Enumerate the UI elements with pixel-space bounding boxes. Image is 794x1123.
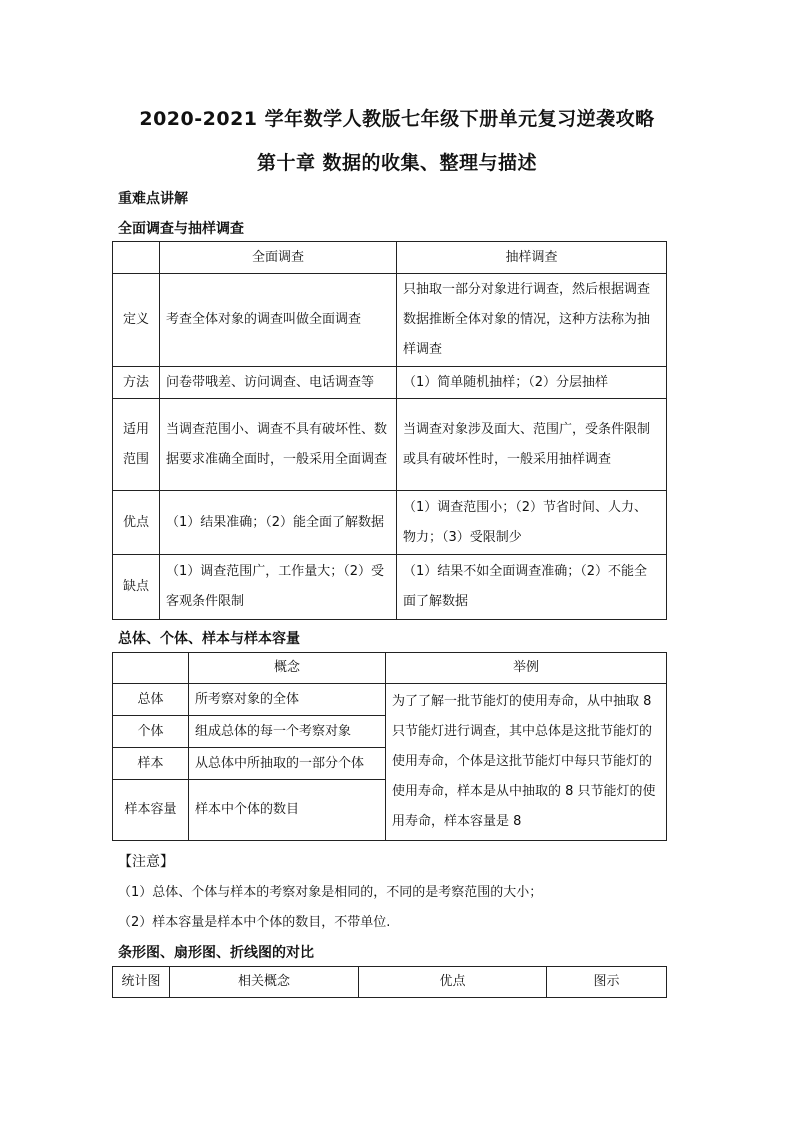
table-cell: （1）结果不如全面调查准确；（2）不能全面了解数据 [397,555,667,620]
table-cell: 当调查对象涉及面大、范围广，受条件限制或具有破坏性时，一般采用抽样调查 [397,399,667,491]
survey-comparison-table [112,241,667,620]
table-cell: 样本中个体的数目 [189,780,386,841]
table-header-cell: 举例 [386,653,667,684]
row-label: 缺点 [113,555,160,620]
table-header-cell: 概念 [189,653,386,684]
note-line-2: （2）样本容量是样本中个体的数目，不带单位. [118,915,391,930]
table-header-cell: 图示 [547,967,667,998]
section-population-sample: 总体、个体、样本与样本容量 [118,631,300,647]
row-label: 总体 [113,684,189,716]
table-header-row [113,653,667,684]
table-header-cell: 相关概念 [170,967,359,998]
row-label: 定义 [113,274,160,367]
table-cell: 所考察对象的全体 [189,684,386,716]
example-cell: 为了了解一批节能灯的使用寿命，从中抽取 8 只节能灯进行调查，其中总体是这批节能灯的使用寿命，个体是这批节能灯中每只节能灯的使用寿命，样本是从中抽取的 8 只节能灯的使用寿命，样本容量是 8 [386,684,667,841]
row-label: 样本容量 [113,780,189,841]
section-survey: 全面调查与抽样调查 [118,221,244,237]
row-label: 优点 [113,491,160,555]
table-cell: （1）结果准确；（2）能全面了解数据 [160,491,397,555]
table-cell: 组成总体的每一个考察对象 [189,716,386,748]
table-header-row [113,967,667,998]
table-header-cell: 统计图 [113,967,170,998]
row-label: 样本 [113,748,189,780]
table-cell: （1）调查范围广，工作量大；（2）受客观条件限制 [160,555,397,620]
row-label: 适用范围 [113,399,160,491]
table-row [113,274,667,367]
document-title: 2020-2021 学年数学人教版七年级下册单元复习逆袭攻略 [139,108,655,130]
table-cell: 当调查范围小、调查不具有破坏性、数据要求准确全面时，一般采用全面调查 [160,399,397,491]
row-label: 个体 [113,716,189,748]
table-row [113,684,667,716]
row-label: 方法 [113,367,160,399]
table-row [113,399,667,491]
table-header-cell [113,653,189,684]
table-cell: 问卷带哦差、访问调查、电话调查等 [160,367,397,399]
section-chart-comparison: 条形图、扇形图、折线图的对比 [118,945,314,961]
table-cell: 只抽取一部分对象进行调查，然后根据调查数据推断全体对象的情况，这种方法称为抽样调查 [397,274,667,367]
table-cell: （1）调查范围小；（2）节省时间、人力、物力；（3）受限制少 [397,491,667,555]
chapter-title: 第十章 数据的收集、整理与描述 [256,152,538,174]
table-header-cell: 抽样调查 [397,242,667,274]
section-key-points: 重难点讲解 [118,191,188,207]
note-heading: 【注意】 [118,854,174,870]
table-header-cell: 全面调查 [160,242,397,274]
table-row [113,367,667,399]
table-cell: （1）简单随机抽样；（2）分层抽样 [397,367,667,399]
table-row [113,555,667,620]
table-header-cell [113,242,160,274]
table-cell: 考查全体对象的调查叫做全面调查 [160,274,397,367]
population-sample-table [112,652,667,841]
chart-comparison-table [112,966,667,998]
table-cell: 从总体中所抽取的一部分个体 [189,748,386,780]
table-header-row [113,242,667,274]
note-line-1: （1）总体、个体与样本的考察对象是相同的，不同的是考察范围的大小； [118,885,543,900]
table-header-cell: 优点 [359,967,547,998]
table-row [113,491,667,555]
